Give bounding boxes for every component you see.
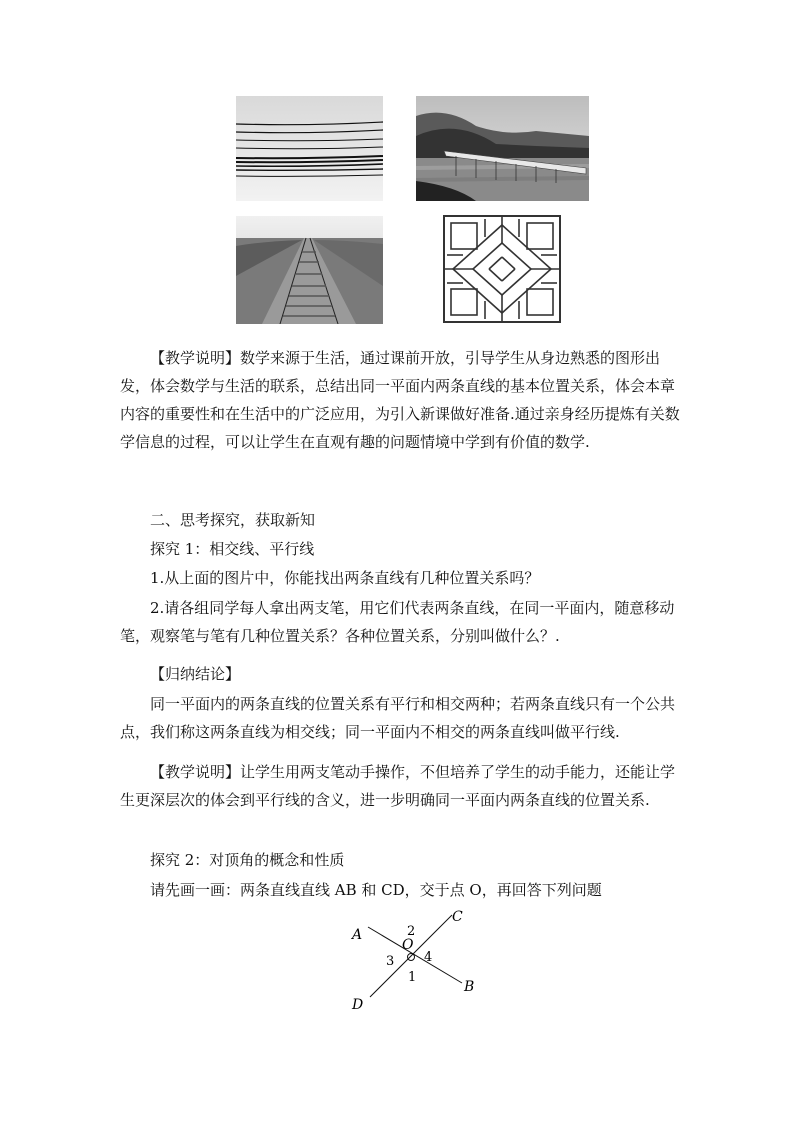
question-1: 1.从上面的图片中，你能找出两条直线有几种位置关系吗？ <box>150 569 540 587</box>
conclusion-title: 【归纳结论】 <box>150 665 241 683</box>
power-lines-photo <box>236 96 383 201</box>
conclusion-text: 同一平面内的两条直线的位置关系有平行和相交两种；若两条直线只有一个公共点，我们称这两条直线为相交线；同一平面内不相交的两条直线叫做平行线. <box>120 695 676 741</box>
label-b: B <box>464 979 475 995</box>
teaching-note-2: 【教学说明】让学生用两支笔动手操作，不但培养了学生的动手能力，还能让学生更深层次的体会到平行线的含义，进一步明确同一平面内两条直线的位置关系. <box>120 763 676 809</box>
intersecting-lines-figure <box>340 905 490 1015</box>
drawing-instruction: 请先画一画：两条直线直线 AB 和 CD，交于点 O，再回答下列问题 <box>150 881 602 899</box>
angle-2: 2 <box>407 924 416 939</box>
label-o: O <box>402 937 414 953</box>
railway-photo <box>236 216 383 324</box>
angle-4: 4 <box>424 950 433 965</box>
label-c: C <box>452 909 463 925</box>
label-a: A <box>352 927 363 943</box>
explore-1-heading: 探究 1：相交线、平行线 <box>150 540 315 558</box>
label-d: D <box>352 997 364 1013</box>
intersection-point <box>408 954 415 961</box>
angle-3: 3 <box>386 954 395 969</box>
explore-2-heading: 探究 2：对顶角的概念和性质 <box>150 851 345 869</box>
teaching-note-1: 【教学说明】数学来源于生活，通过课前开放，引导学生从身边熟悉的图形出发，体会数学与生活的联系，总结出同一平面内两条直线的基本位置关系，体会本章内容的重要性和在生活中的广泛应用，为引入新课做好准备.通过亲身经历提炼有关数学信息的过程，可以让学生在直观有趣的问题情境中学到有价值的数学. <box>120 349 680 451</box>
question-2: 2.请各组同学每人拿出两支笔，用它们代表两条直线，在同一平面内，随意移动笔，观察笔与笔有几种位置关系？各种位置关系，分别叫做什么？. <box>120 599 675 645</box>
angle-1: 1 <box>408 970 417 985</box>
section-heading-2: 二、思考探究，获取新知 <box>150 511 316 529</box>
lattice-window-photo <box>443 215 561 323</box>
bridge-photo <box>416 96 589 201</box>
